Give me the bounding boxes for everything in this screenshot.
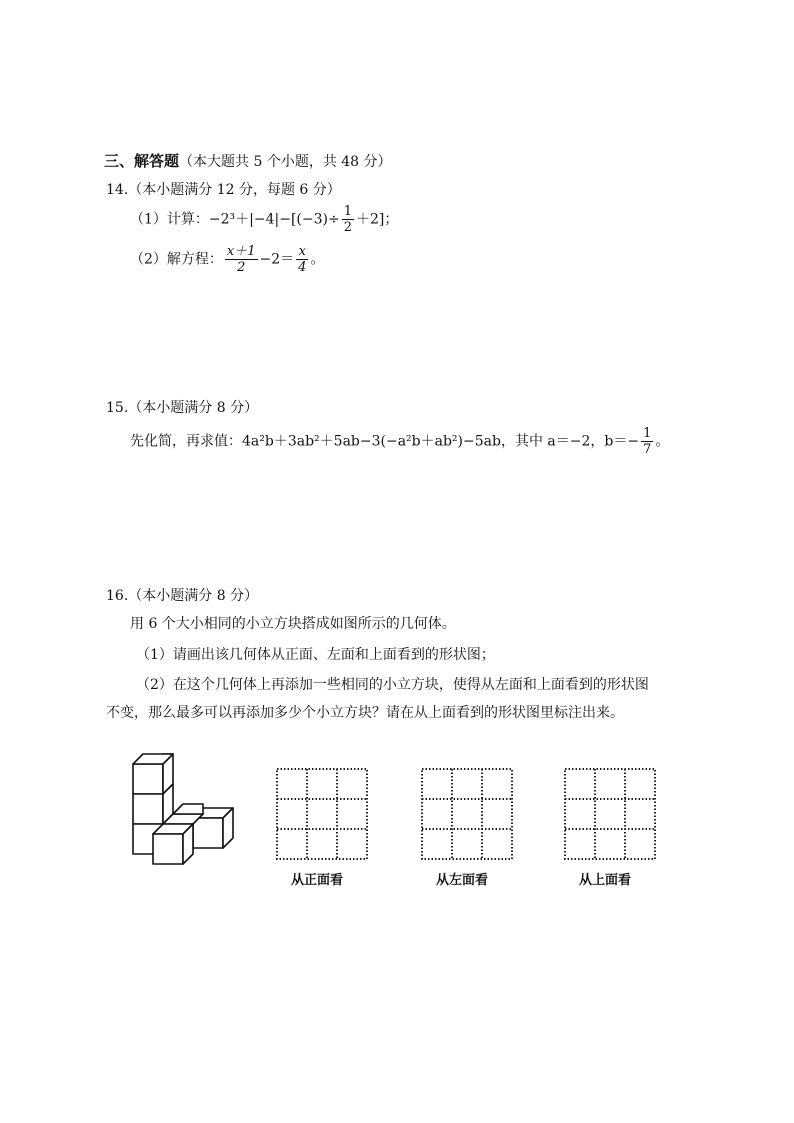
cube-front-face — [193, 818, 223, 848]
caption-top-view: 从上面看 — [579, 873, 632, 888]
q14-part1 — [130, 204, 398, 235]
top-view-grid — [564, 768, 656, 860]
q16-intro: 用 6 个大小相同的小立方块搭成如图所示的几何体。 — [130, 616, 456, 632]
caption-left-view: 从左面看 — [436, 873, 489, 888]
cube-front-face — [133, 764, 163, 794]
q14-part1-frac-den: 2 — [343, 220, 353, 235]
q14-part2 — [130, 244, 324, 275]
left-view-grid — [421, 768, 513, 860]
q14-part1-frac-num: 1 — [343, 204, 353, 219]
q14-part1-label: （1）计算： — [130, 211, 209, 228]
q16-part2-line2: 不变，那么最多可以再添加多少个小立方块？请在从上面看到的形状图里标注出来。 — [106, 705, 624, 721]
q14-part2-label: （2）解方程： — [130, 251, 223, 268]
q15-frac-num: 1 — [643, 426, 652, 441]
section-note: （本大题共 5 个小题，共 48 分） — [179, 154, 392, 170]
q14-part2-frac2-num: x — [296, 244, 308, 260]
q15-fraction — [641, 426, 653, 457]
q14-part2-mid: −2＝ — [259, 251, 295, 268]
cube-front-face — [133, 794, 163, 824]
q14-part2-frac1-den: 2 — [237, 260, 246, 275]
q14-part1-fraction — [342, 204, 354, 235]
q14-part2-fraction-1 — [225, 244, 258, 275]
q15-frac-den: 7 — [643, 442, 652, 457]
section-heading — [104, 150, 392, 172]
q14-part1-expr-b: ＋2]； — [356, 211, 399, 228]
cube-front-face — [153, 834, 183, 864]
caption-front-view: 从正面看 — [291, 873, 344, 888]
q14-part2-frac2-den: 4 — [298, 260, 307, 275]
q14-part2-end: 。 — [310, 251, 325, 268]
front-view-grid — [276, 768, 368, 860]
cube-figure — [125, 752, 237, 872]
q15-header: 15.（本小题满分 8 分） — [106, 400, 259, 416]
q15-body — [130, 426, 669, 457]
q16-header: 16.（本小题满分 8 分） — [106, 588, 259, 604]
q16-part2-line1: （2）在这个几何体上再添加一些相同的小立方块，使得从左面和上面看到的形状图 — [136, 677, 649, 693]
q14-header: 14.（本小题满分 12 分，每题 6 分） — [106, 182, 341, 198]
q16-part1: （1）请画出该几何体从正面、左面和上面看到的形状图； — [136, 647, 495, 663]
q14-part2-fraction-2 — [296, 244, 308, 275]
section-title: 三、解答题 — [104, 152, 180, 170]
q14-part1-expr-a: −2³＋|−4|−[(−3)÷ — [208, 211, 340, 228]
q15-body-end: 。 — [655, 433, 670, 450]
q14-part2-frac1-num: x＋1 — [226, 244, 256, 259]
cube-top-face — [173, 804, 203, 814]
q15-body-text: 先化简，再求值：4a²b＋3ab²＋5ab−3(−a²b＋ab²)−5ab，其中 a＝−2，b＝− — [130, 433, 640, 450]
